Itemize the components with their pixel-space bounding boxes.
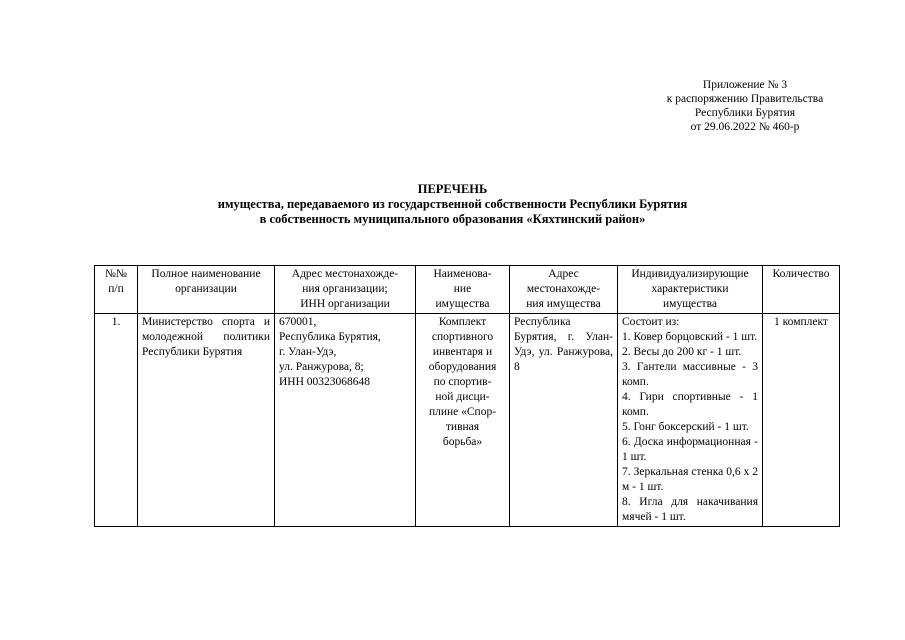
cell-quantity: 1 комплект <box>763 314 840 527</box>
appendix-line: Приложение № 3 <box>702 79 788 91</box>
table-row <box>95 314 840 527</box>
table-header-row <box>95 266 840 314</box>
document-title <box>0 182 905 227</box>
title-subheading: в собственность муниципального образования «Кяхтинский район» <box>259 212 646 226</box>
cell-org-name: Министерство спорта и молодежной политики Республики Бурятия <box>138 314 275 527</box>
property-table <box>94 265 840 527</box>
cell-property-address: Республика Бурятия, г. Улан-Удэ, ул. Ранжурова, 8 <box>510 314 618 527</box>
header-quantity: Количество <box>763 266 840 314</box>
appendix-note <box>600 78 890 134</box>
cell-org-address: 670001, Республика Бурятия, г. Улан-Удэ, ул. Ранжурова, 8; ИНН 00323068648 <box>275 314 416 527</box>
cell-property-name: Комплект спортивного инвентаря и оборудования по спортив- ной дисци- плине «Спор- тивная борьба» <box>416 314 510 527</box>
header-property-name: Наименова- ние имущества <box>416 266 510 314</box>
appendix-line: от 29.06.2022 № 460-р <box>690 121 800 133</box>
header-org-address: Адрес местонахожде- ния организации; ИНН организации <box>275 266 416 314</box>
header-characteristics: Индивидуализирующие характеристики имущества <box>618 266 763 314</box>
title-heading: ПЕРЕЧЕНЬ <box>417 182 488 196</box>
header-num: №№ п/п <box>95 266 138 314</box>
appendix-line: к распоряжению Правительства <box>666 93 824 105</box>
header-property-address: Адрес местонахожде- ния имущества <box>510 266 618 314</box>
appendix-line: Республики Бурятия <box>694 107 796 119</box>
cell-num: 1. <box>95 314 138 527</box>
header-org-name: Полное наименование организации <box>138 266 275 314</box>
cell-characteristics: Состоит из: 1. Ковер борцовский - 1 шт. 2. Весы до 200 кг - 1 шт. 3. Гантели массивные - 3 комп. 4. Гири спортивные - 1 комп. 5. Гонг боксерский - 1 шт. 6. Доска информационная - 1 шт. 7. Зеркальная стенка 0,6 х 2 м - 1 шт. 8. Игла для накачивания мячей - 1 шт. <box>618 314 763 527</box>
title-subheading: имущества, передаваемого из государственной собственности Республики Бурятия <box>217 197 688 211</box>
